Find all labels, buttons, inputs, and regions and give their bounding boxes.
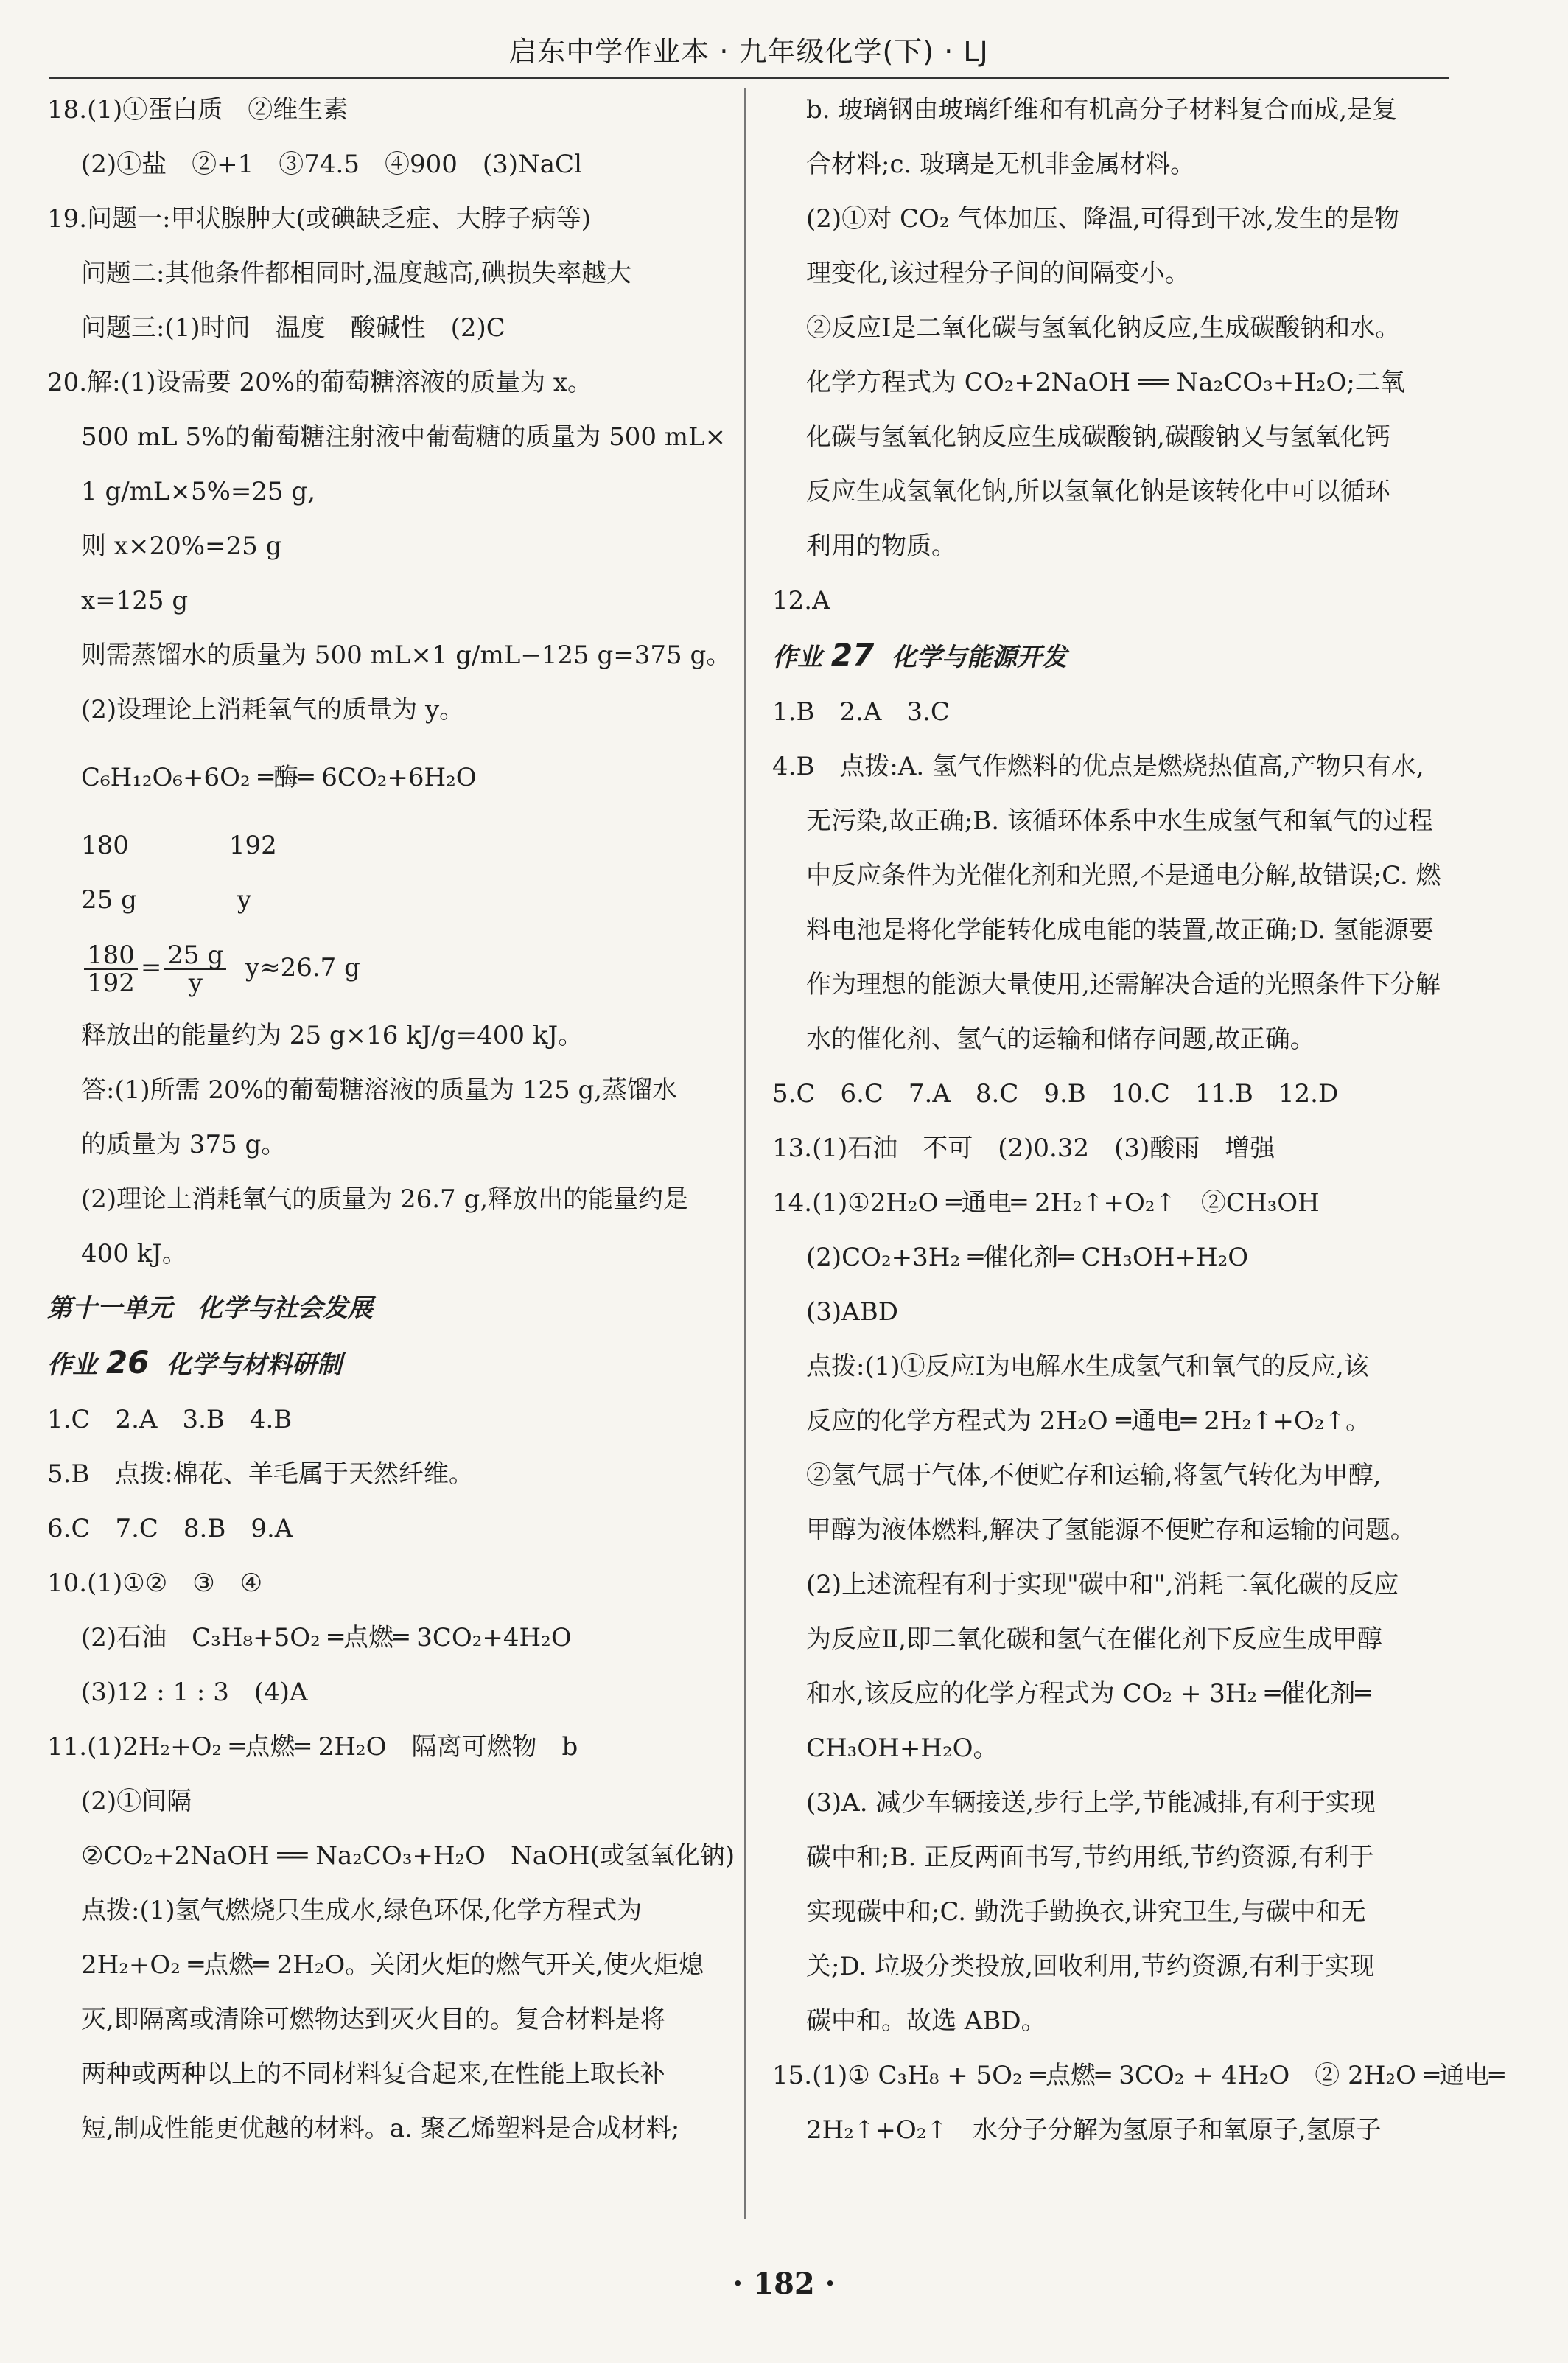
answer-line: 反应生成氢氧化钠,所以氢氧化钠是该转化中可以循环: [806, 477, 1390, 506]
answer-line: 14.(1)①2H₂O ═通电═ 2H₂↑+O₂↑ ②CH₃OH: [772, 1188, 1320, 1218]
fraction: $\frac{25 g}{y}$: [164, 942, 226, 996]
answer-20-line: 500 mL 5%的葡萄糖注射液中葡萄糖的质量为 500 mL×: [81, 422, 727, 452]
proportion-line: $\frac{180}{192}$ = $\frac{25 g}{y}$ y≈26.7 g: [47, 927, 725, 1008]
answer-line: 和水,该反应的化学方程式为 CO₂ + 3H₂ ═催化剂═: [806, 1679, 1371, 1708]
answer-line: 合材料;c. 玻璃是无机非金属材料。: [806, 150, 1196, 179]
answer-line: 灭,即隔离或清除可燃物达到灭火目的。复合材料是将: [81, 2005, 665, 2034]
answer-20-line: 释放出的能量约为 25 g×16 kJ/g=400 kJ。: [81, 1021, 584, 1050]
header-title: 启东中学作业本 · 九年级化学(下) · LJ: [508, 35, 989, 68]
answer-20-line: 则 x×20%=25 g: [81, 531, 282, 561]
answer-line: 碳中和;B. 正反两面书写,节约用纸,节约资源,有利于: [806, 1843, 1374, 1872]
answer-line: (2)①间隔: [81, 1787, 192, 1816]
answer-line: (2)石油 C₃H₈+5O₂ ═点燃═ 3CO₂+4H₂O: [81, 1623, 572, 1652]
answer-line: 利用的物质。: [806, 531, 956, 561]
homework-26-title: 作业 26 化学与材料研制: [47, 1344, 342, 1381]
column-divider: [744, 88, 746, 2219]
answer-20-line: (2)理论上消耗氧气的质量为 26.7 g,释放出的能量约是: [81, 1184, 689, 1214]
answer-line: 理变化,该过程分子间的间隔变小。: [806, 259, 1190, 288]
answer-line: 6.C 7.C 8.B 9.A: [47, 1514, 293, 1543]
answer-19-q3: 问题三:(1)时间 温度 酸碱性 (2)C: [81, 313, 505, 343]
answer-line: 11.(1)2H₂+O₂ ═点燃═ 2H₂O 隔离可燃物 b: [47, 1732, 578, 1762]
answer-line: 12.A: [772, 586, 830, 615]
answer-line: 短,制成性能更优越的材料。a. 聚乙烯塑料是合成材料;: [81, 2114, 680, 2143]
answer-line: ②反应Ⅰ是二氧化碳与氢氧化钠反应,生成碳酸钠和水。: [806, 313, 1401, 343]
answer-20-line: 400 kJ。: [81, 1239, 187, 1268]
answer-line: 反应的化学方程式为 2H₂O ═通电═ 2H₂↑+O₂↑。: [806, 1406, 1371, 1436]
answer-line: 为反应Ⅱ,即二氧化碳和氢气在催化剂下反应生成甲醇: [806, 1624, 1382, 1654]
answer-19-q2: 问题二:其他条件都相同时,温度越高,碘损失率越大: [81, 259, 632, 288]
answer-20-line: (2)设理论上消耗氧气的质量为 y。: [81, 695, 465, 725]
answer-line: 水的催化剂、氢气的运输和储存问题,故正确。: [806, 1025, 1315, 1054]
answer-line: 两种或两种以上的不同材料复合起来,在性能上取长补: [81, 2059, 665, 2089]
answer-line: 作为理想的能源大量使用,还需解决合适的光照条件下分解: [806, 970, 1441, 999]
answer-20-line: 则需蒸馏水的质量为 500 mL×1 g/mL−125 g=375 g。: [81, 641, 732, 670]
answer-line: (2)CO₂+3H₂ ═催化剂═ CH₃OH+H₂O: [806, 1243, 1249, 1272]
unit-title: 第十一单元 化学与社会发展: [47, 1294, 373, 1323]
answer-line: 碳中和。故选 ABD。: [806, 2006, 1046, 2036]
answer-20-line: x=125 g: [81, 586, 189, 615]
answer-line: 15.(1)① C₃H₈ + 5O₂ ═点燃═ 3CO₂ + 4H₂O ② 2H₂O ═通电═: [772, 2061, 1505, 2090]
answer-line: 无污染,故正确;B. 该循环体系中水生成氢气和氧气的过程: [806, 806, 1433, 836]
page-number: · 182 ·: [732, 2266, 836, 2301]
answer-20: 20.解:(1)设需要 20%的葡萄糖溶液的质量为 x。: [47, 368, 593, 397]
answer-line: ②CO₂+2NaOH ══ Na₂CO₃+H₂O NaOH(或氢氧化钠): [81, 1841, 735, 1871]
answer-line: 甲醇为液体燃料,解决了氢能源不便贮存和运输的问题。: [806, 1515, 1415, 1545]
answer-19: 19.问题一:甲状腺肿大(或碘缺乏症、大脖子病等): [47, 204, 592, 234]
page-header: [49, 29, 1449, 79]
answer-line: 2H₂+O₂ ═点燃═ 2H₂O。关闭火炬的燃气开关,使火炬熄: [81, 1950, 704, 1980]
answer-line: 5.B 点拨:棉花、羊毛属于天然纤维。: [47, 1459, 474, 1489]
answer-line: (2)上述流程有利于实现"碳中和",消耗二氧化碳的反应: [806, 1570, 1399, 1599]
answer-20-line: 答:(1)所需 20%的葡萄糖溶液的质量为 125 g,蒸馏水: [81, 1075, 678, 1105]
answer-line: 13.(1)石油 不可 (2)0.32 (3)酸雨 增强: [772, 1134, 1275, 1163]
answer-line: (3)12 : 1 : 3 (4)A: [81, 1678, 308, 1707]
answer-line: 化学方程式为 CO₂+2NaOH ══ Na₂CO₃+H₂O;二氧: [806, 368, 1405, 397]
answer-line: 10.(1)①② ③ ④: [47, 1568, 263, 1598]
answer-18-1: 18.(1)①蛋白质 ②维生素: [47, 95, 349, 125]
right-column: [772, 83, 1505, 2157]
answer-18-2: (2)①盐 ②+1 ③74.5 ④900 (3)NaCl: [81, 150, 582, 179]
answer-line: 点拨:(1)氢气燃烧只生成水,绿色环保,化学方程式为: [81, 1896, 643, 1925]
answer-line: 2H₂↑+O₂↑ 水分子分解为氢原子和氧原子,氢原子: [806, 2115, 1382, 2145]
left-column: [47, 83, 735, 2156]
fraction: $\frac{180}{192}$: [84, 942, 138, 996]
answer-line: (3)ABD: [806, 1297, 898, 1327]
answer-line: 1.B 2.A 3.C: [772, 697, 950, 727]
answer-line: 5.C 6.C 7.A 8.C 9.B 10.C 11.B 12.D: [772, 1079, 1339, 1109]
answer-line: 点拨:(1)①反应Ⅰ为电解水生成氢气和氧气的反应,该: [806, 1352, 1369, 1381]
answer-20-line: 1 g/mL×5%=25 g,: [81, 477, 316, 506]
answer-line: CH₃OH+H₂O。: [806, 1734, 998, 1763]
answer-20-line: 180 192: [81, 831, 277, 860]
answer-20-line: 25 g y: [81, 885, 252, 915]
answer-line: 中反应条件为光催化剂和光照,不是通电分解,故错误;C. 燃: [806, 861, 1441, 890]
answer-line: b. 玻璃钢由玻璃纤维和有机高分子材料复合而成,是复: [806, 95, 1398, 125]
answer-line: (3)A. 减少车辆接送,步行上学,节能减排,有利于实现: [806, 1788, 1376, 1818]
homework-27-title: 作业 27 化学与能源开发: [772, 637, 1067, 673]
answer-line: 1.C 2.A 3.B 4.B: [47, 1405, 293, 1434]
equation-glucose: C₆H₁₂O₆+6O₂ ═酶═ 6CO₂+6H₂O: [81, 763, 477, 792]
answer-line: 料电池是将化学能转化成电能的装置,故正确;D. 氢能源要: [806, 915, 1434, 945]
answer-line: 实现碳中和;C. 勤洗手勤换衣,讲究卫生,与碳中和无: [806, 1897, 1366, 1927]
answer-line: (2)①对 CO₂ 气体加压、降温,可得到干冰,发生的是物: [806, 204, 1399, 234]
answer-line: ②氢气属于气体,不便贮存和运输,将氢气转化为甲醇,: [806, 1461, 1382, 1490]
answer-line: 化碳与氢氧化钠反应生成碳酸钠,碳酸钠又与氢氧化钙: [806, 422, 1390, 452]
answer-line: 4.B 点拨:A. 氢气作燃料的优点是燃烧热值高,产物只有水,: [772, 752, 1424, 781]
answer-20-line: 的质量为 375 g。: [81, 1130, 287, 1159]
answer-line: 关;D. 垃圾分类投放,回收利用,节约资源,有利于实现: [806, 1952, 1375, 1981]
